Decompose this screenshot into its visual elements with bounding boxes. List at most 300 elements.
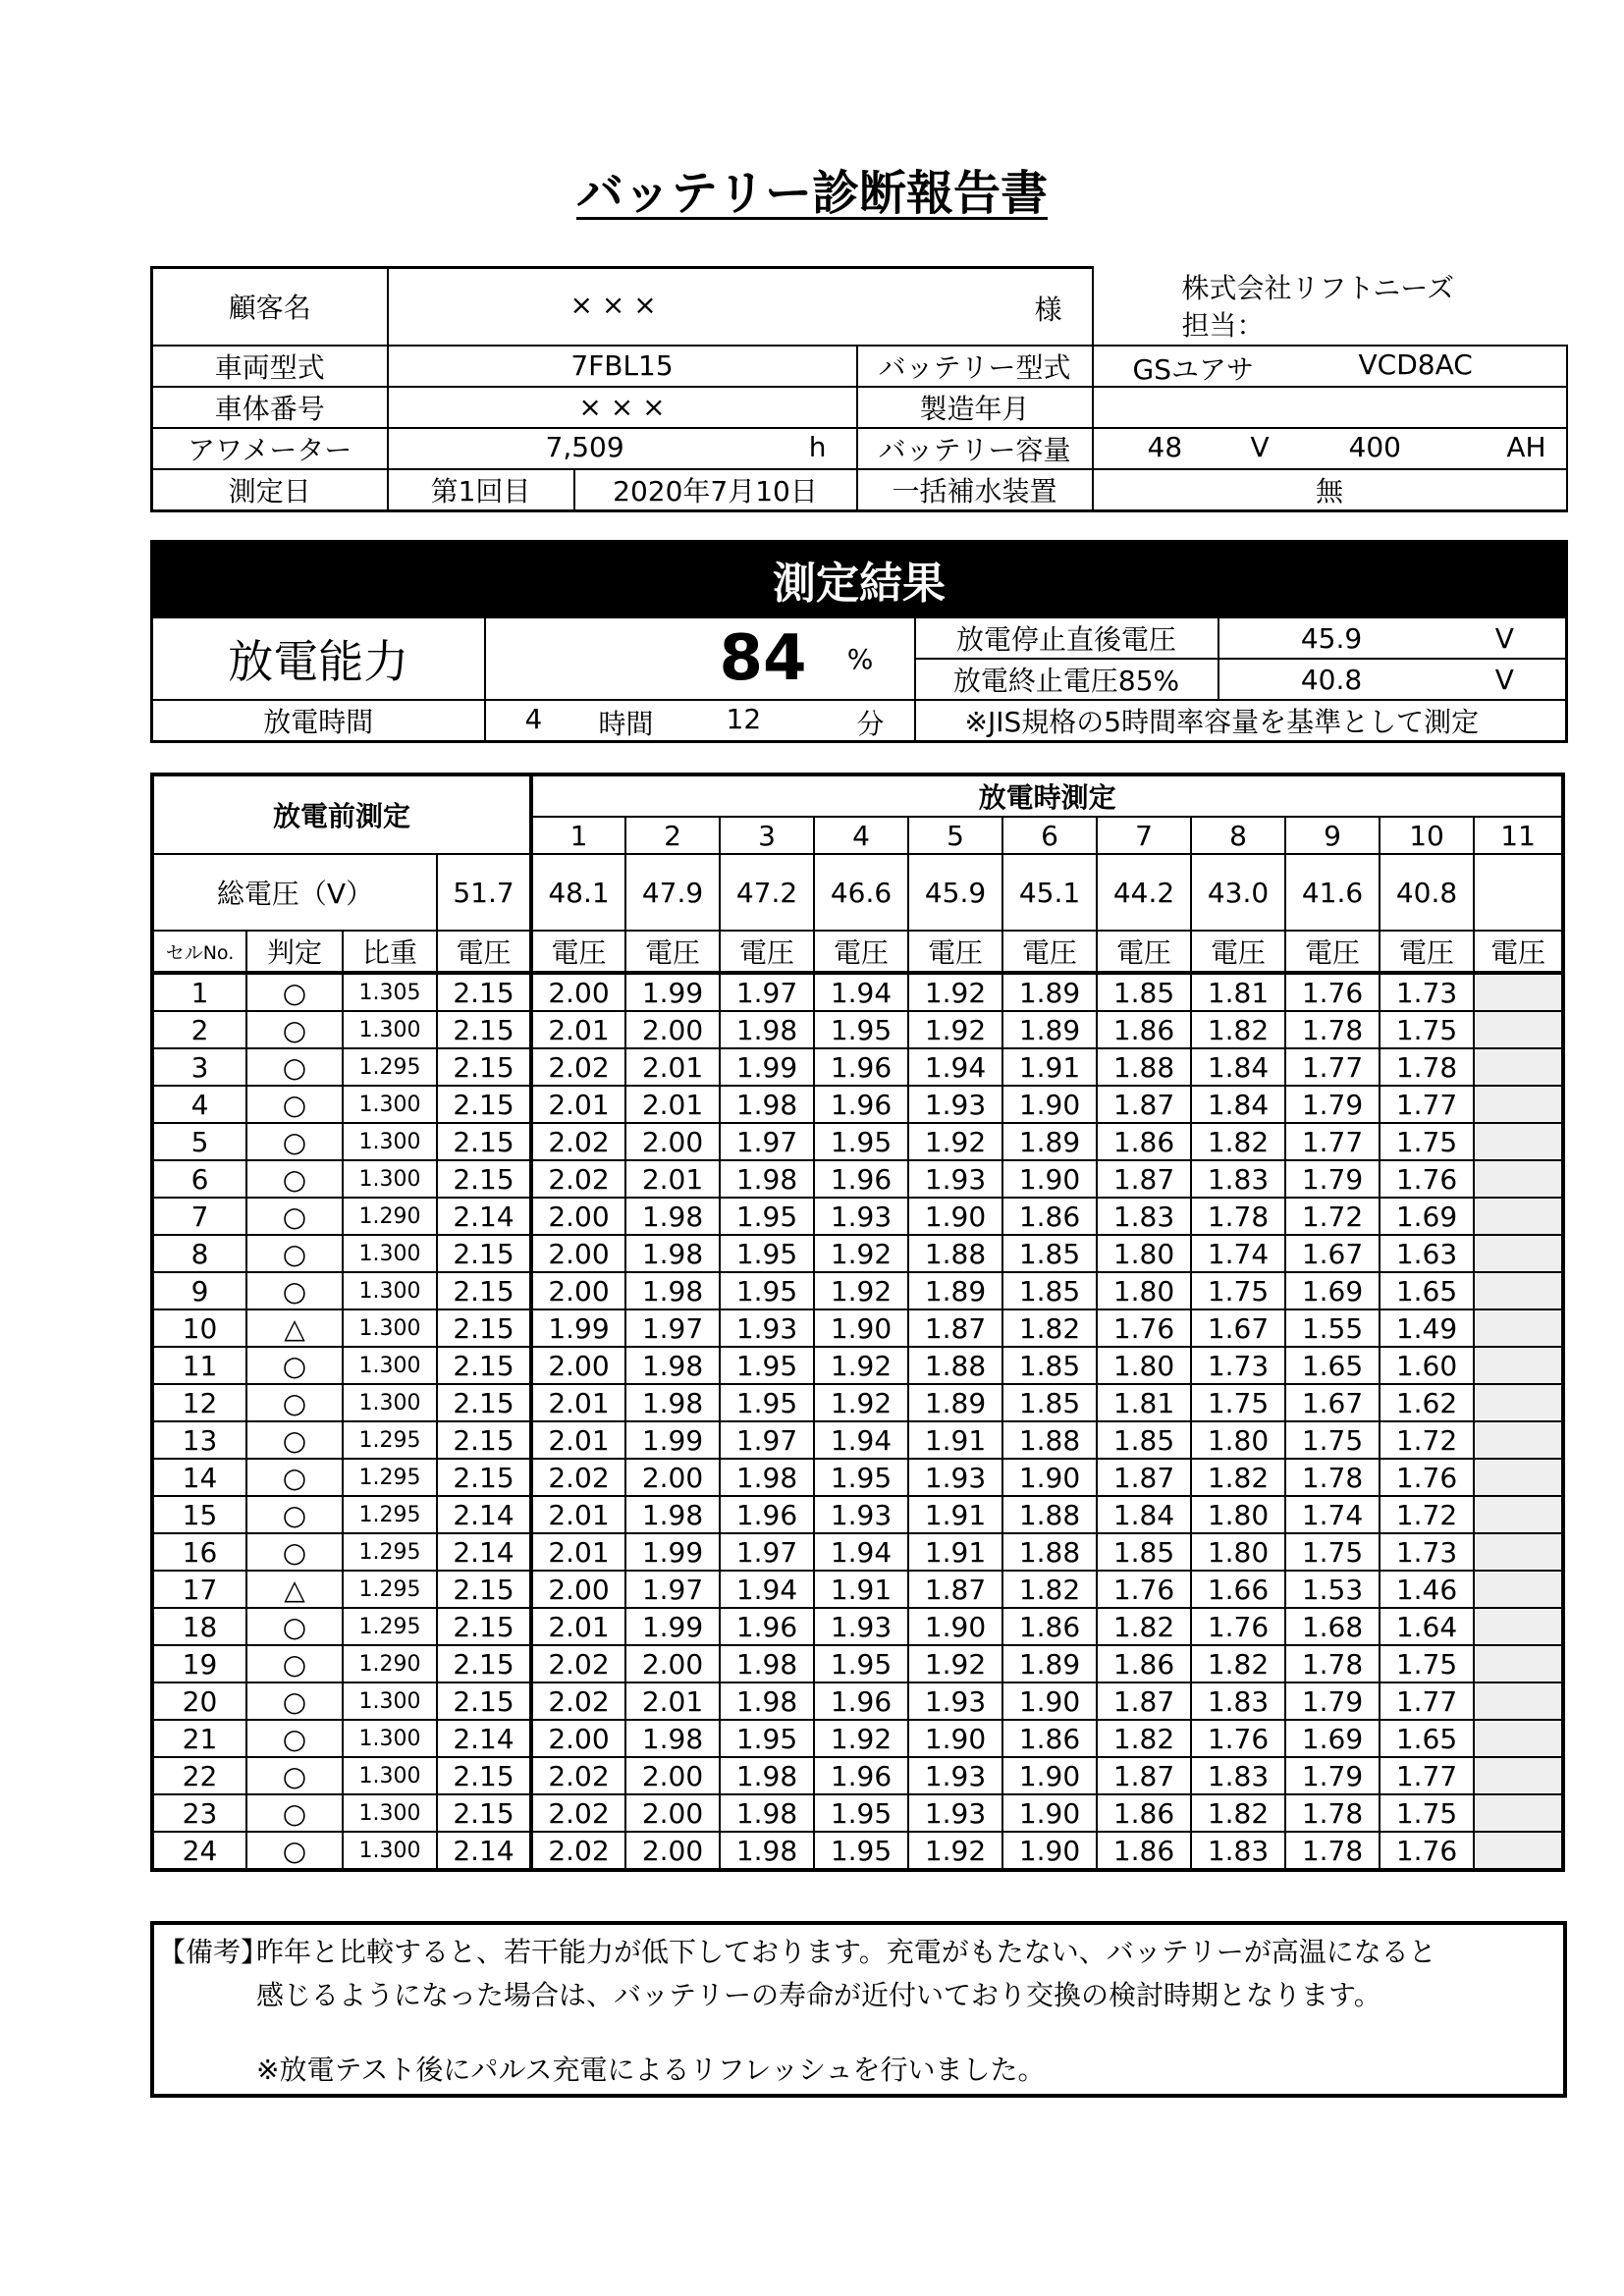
judgement: ○ <box>246 1347 343 1384</box>
pre-voltage: 2.15 <box>437 1757 531 1794</box>
cell-number: 3 <box>152 1048 246 1086</box>
remarks-line-1: 昨年と比較すると、若干能力が低下しております。充電がもたない、バッテリーが高温になると <box>256 1936 1436 1968</box>
step-voltage: 1.87 <box>1097 1160 1191 1198</box>
step-voltage: 1.90 <box>1002 1086 1097 1123</box>
step-voltage: 1.75 <box>1285 1421 1380 1459</box>
step-voltage: 1.99 <box>531 1309 625 1347</box>
step-voltage <box>1474 973 1563 1011</box>
step-voltage: 1.97 <box>720 1421 814 1459</box>
step-voltage <box>1474 1608 1563 1645</box>
cell-number: 2 <box>152 1011 246 1048</box>
cell-number: 17 <box>152 1571 246 1608</box>
step-voltage: 1.81 <box>1191 973 1285 1011</box>
step-voltage: 2.01 <box>531 1533 625 1571</box>
cell-row <box>152 1608 1563 1645</box>
step-voltage: 1.79 <box>1285 1160 1380 1198</box>
step-voltage: 1.85 <box>1097 1421 1191 1459</box>
step-voltage: 1.93 <box>814 1198 908 1235</box>
step-voltage: 2.02 <box>531 1048 625 1086</box>
step-voltage: 1.46 <box>1380 1571 1474 1608</box>
cell-number: 23 <box>152 1794 246 1832</box>
pre-voltage: 2.15 <box>437 1682 531 1720</box>
step-voltage: 1.75 <box>1380 1011 1474 1048</box>
pre-voltage: 2.15 <box>437 1459 531 1496</box>
step-voltage: 2.02 <box>531 1123 625 1160</box>
remarks-label: 【備考】 <box>158 1936 269 1968</box>
specific-gravity: 1.290 <box>343 1198 437 1235</box>
step-voltage: 1.76 <box>1097 1571 1191 1608</box>
hour-cell <box>388 428 857 469</box>
step-voltage <box>1474 1086 1563 1123</box>
cell-row <box>152 1235 1563 1272</box>
pre-voltage: 2.15 <box>437 1571 531 1608</box>
battery-model-cell <box>1093 346 1567 387</box>
step-voltage: 1.92 <box>908 1645 1002 1682</box>
judgement: ○ <box>246 1272 343 1309</box>
pre-voltage: 2.15 <box>437 1272 531 1309</box>
cell-row <box>152 1720 1563 1757</box>
total-voltage: 44.2 <box>1097 854 1191 931</box>
cell-number: 21 <box>152 1720 246 1757</box>
specific-gravity: 1.300 <box>343 1011 437 1048</box>
step-voltage: 1.88 <box>1002 1421 1097 1459</box>
step-voltage: 1.98 <box>625 1347 720 1384</box>
step-voltage: 2.02 <box>531 1832 625 1870</box>
mfg-value <box>1093 387 1567 428</box>
specific-gravity: 1.305 <box>343 973 437 1011</box>
judgement: ○ <box>246 1682 343 1720</box>
step-voltage: 1.98 <box>720 1682 814 1720</box>
step-voltage: 1.93 <box>814 1496 908 1533</box>
step-voltage: 1.96 <box>814 1048 908 1086</box>
step-voltage: 2.01 <box>531 1421 625 1459</box>
step-voltage: 1.73 <box>1380 973 1474 1011</box>
step-voltage: 1.91 <box>908 1496 1002 1533</box>
step-voltage <box>1474 1160 1563 1198</box>
step-voltage: 1.88 <box>1002 1533 1097 1571</box>
col-voltage: 電圧 <box>1380 931 1474 973</box>
step-voltage <box>1474 1198 1563 1235</box>
step-voltage: 1.78 <box>1285 1832 1380 1870</box>
step-voltage: 2.01 <box>531 1384 625 1421</box>
step-voltage: 1.90 <box>1002 1682 1097 1720</box>
date-label: 測定日 <box>152 469 388 511</box>
step-voltage: 1.80 <box>1191 1496 1285 1533</box>
total-voltage: 46.6 <box>814 854 908 931</box>
step-voltage: 1.86 <box>1002 1608 1097 1645</box>
capacity-unit: % <box>807 617 915 701</box>
specific-gravity: 1.295 <box>343 1571 437 1608</box>
step-voltage: 1.80 <box>1097 1235 1191 1272</box>
hours-value: 4 <box>524 703 543 735</box>
step-voltage: 2.01 <box>625 1682 720 1720</box>
step-voltage: 1.92 <box>908 973 1002 1011</box>
col-voltage: 電圧 <box>1285 931 1380 973</box>
step-voltage: 1.89 <box>1002 973 1097 1011</box>
step-voltage: 1.92 <box>908 1123 1002 1160</box>
step-number: 6 <box>1002 817 1097 854</box>
step-voltage: 1.92 <box>814 1272 908 1309</box>
cell-number: 18 <box>152 1608 246 1645</box>
company-name: 株式会社リフトニーズ <box>1181 271 1455 304</box>
step-voltage: 1.99 <box>625 973 720 1011</box>
pre-voltage: 2.15 <box>437 1421 531 1459</box>
step-voltage: 1.75 <box>1380 1123 1474 1160</box>
step-voltage: 1.65 <box>1380 1720 1474 1757</box>
step-voltage: 2.00 <box>625 1459 720 1496</box>
step-voltage: 1.80 <box>1191 1533 1285 1571</box>
step-voltage: 1.92 <box>908 1011 1002 1048</box>
model-value: 7FBL15 <box>388 346 857 387</box>
step-voltage: 1.89 <box>1002 1011 1097 1048</box>
step-voltage: 1.90 <box>1002 1832 1097 1870</box>
step-voltage: 2.00 <box>531 1198 625 1235</box>
step-voltage: 2.00 <box>531 1272 625 1309</box>
step-voltage: 1.83 <box>1097 1198 1191 1235</box>
step-voltage: 1.98 <box>720 1459 814 1496</box>
step-voltage <box>1474 1347 1563 1384</box>
step-voltage: 1.76 <box>1380 1160 1474 1198</box>
cell-row <box>152 1123 1563 1160</box>
step-voltage: 1.93 <box>908 1757 1002 1794</box>
total-voltage: 47.9 <box>625 854 720 931</box>
cell-row <box>152 973 1563 1011</box>
col-voltage: 電圧 <box>625 931 720 973</box>
step-number: 7 <box>1097 817 1191 854</box>
step-voltage: 1.73 <box>1191 1347 1285 1384</box>
step-voltage: 2.00 <box>625 1645 720 1682</box>
step-voltage: 1.79 <box>1285 1086 1380 1123</box>
step-voltage: 1.97 <box>720 973 814 1011</box>
customer-label: 顧客名 <box>152 268 388 346</box>
specific-gravity: 1.300 <box>343 1309 437 1347</box>
result-band: 測定結果 <box>152 542 1567 617</box>
step-voltage: 2.01 <box>531 1011 625 1048</box>
hour-value: 7,509 <box>545 430 624 463</box>
stop-voltage-value: 45.9 <box>1218 617 1444 660</box>
step-voltage: 1.82 <box>1002 1309 1097 1347</box>
judgement: ○ <box>246 1832 343 1870</box>
time-label: 放電時間 <box>152 700 485 742</box>
step-voltage: 2.00 <box>531 1720 625 1757</box>
specific-gravity: 1.300 <box>343 1384 437 1421</box>
step-number: 8 <box>1191 817 1285 854</box>
step-voltage: 1.66 <box>1191 1571 1285 1608</box>
step-voltage: 1.76 <box>1191 1608 1285 1645</box>
col-voltage: 電圧 <box>1474 931 1563 973</box>
end-voltage-unit: V <box>1444 659 1567 700</box>
step-voltage: 1.76 <box>1380 1459 1474 1496</box>
step-voltage: 1.82 <box>1002 1571 1097 1608</box>
step-voltage: 1.65 <box>1380 1272 1474 1309</box>
judgement: ○ <box>246 1198 343 1235</box>
grid-section-row <box>152 774 1563 817</box>
col-voltage: 電圧 <box>1191 931 1285 973</box>
judgement: ○ <box>246 1533 343 1571</box>
step-voltage: 1.75 <box>1285 1533 1380 1571</box>
remarks-line-3: ※放電テスト後にパルス充電によるリフレッシュを行いました。 <box>256 2054 1046 2086</box>
judgement: △ <box>246 1309 343 1347</box>
mfg-label: 製造年月 <box>857 387 1093 428</box>
specific-gravity: 1.295 <box>343 1421 437 1459</box>
step-voltage: 1.99 <box>625 1533 720 1571</box>
step-voltage: 2.02 <box>531 1682 625 1720</box>
step-voltage: 2.00 <box>531 1347 625 1384</box>
capacity-ah: 400 <box>1348 430 1401 463</box>
step-voltage <box>1474 1459 1563 1496</box>
step-voltage: 1.91 <box>908 1421 1002 1459</box>
col-voltage: 電圧 <box>720 931 814 973</box>
step-voltage: 1.84 <box>1191 1086 1285 1123</box>
cell-row <box>152 1533 1563 1571</box>
step-voltage: 1.67 <box>1285 1235 1380 1272</box>
step-voltage: 1.85 <box>1097 1533 1191 1571</box>
step-voltage: 1.75 <box>1191 1272 1285 1309</box>
col-voltage: 電圧 <box>814 931 908 973</box>
step-voltage <box>1474 1757 1563 1794</box>
hour-label: アワメーター <box>152 428 388 469</box>
step-voltage: 2.01 <box>625 1048 720 1086</box>
judgement: ○ <box>246 1608 343 1645</box>
step-voltage: 2.02 <box>531 1645 625 1682</box>
step-voltage: 1.96 <box>814 1682 908 1720</box>
step-voltage: 1.95 <box>720 1198 814 1235</box>
step-voltage: 1.90 <box>1002 1794 1097 1832</box>
cell-number: 14 <box>152 1459 246 1496</box>
step-voltage: 1.94 <box>814 1533 908 1571</box>
cell-number: 16 <box>152 1533 246 1571</box>
capacity-label: バッテリー容量 <box>857 428 1093 469</box>
header-table <box>150 266 1568 512</box>
judgement: ○ <box>246 1459 343 1496</box>
hour-unit: h <box>808 430 827 463</box>
step-voltage: 1.63 <box>1380 1235 1474 1272</box>
pre-voltage: 2.15 <box>437 1160 531 1198</box>
total-voltage: 45.9 <box>908 854 1002 931</box>
cell-number: 5 <box>152 1123 246 1160</box>
step-voltage: 1.86 <box>1097 1794 1191 1832</box>
step-voltage: 1.82 <box>1097 1720 1191 1757</box>
specific-gravity: 1.300 <box>343 1272 437 1309</box>
step-voltage: 1.95 <box>720 1347 814 1384</box>
step-number: 1 <box>531 817 625 854</box>
judgement: ○ <box>246 1086 343 1123</box>
step-voltage: 1.94 <box>814 1421 908 1459</box>
step-voltage: 1.99 <box>625 1421 720 1459</box>
step-voltage: 1.98 <box>720 1160 814 1198</box>
judgement: ○ <box>246 1123 343 1160</box>
step-voltage <box>1474 1421 1563 1459</box>
step-voltage: 1.88 <box>908 1235 1002 1272</box>
step-voltage: 1.93 <box>908 1160 1002 1198</box>
step-voltage: 1.87 <box>1097 1757 1191 1794</box>
cell-number: 15 <box>152 1496 246 1533</box>
specific-gravity: 1.290 <box>343 1645 437 1682</box>
cell-row <box>152 1272 1563 1309</box>
step-voltage: 1.74 <box>1285 1496 1380 1533</box>
step-voltage: 1.86 <box>1097 1123 1191 1160</box>
judgement: ○ <box>246 1160 343 1198</box>
col-voltage: 電圧 <box>908 931 1002 973</box>
step-voltage: 1.82 <box>1191 1123 1285 1160</box>
step-voltage: 1.93 <box>908 1459 1002 1496</box>
step-voltage: 1.95 <box>814 1011 908 1048</box>
step-voltage: 1.95 <box>720 1235 814 1272</box>
step-voltage: 1.55 <box>1285 1309 1380 1347</box>
step-voltage: 1.74 <box>1191 1235 1285 1272</box>
specific-gravity: 1.295 <box>343 1459 437 1496</box>
cell-number: 9 <box>152 1272 246 1309</box>
step-voltage: 1.98 <box>720 1645 814 1682</box>
pre-voltage: 2.15 <box>437 1384 531 1421</box>
step-voltage: 1.76 <box>1097 1309 1191 1347</box>
step-voltage: 1.86 <box>1097 1011 1191 1048</box>
pre-voltage: 2.14 <box>437 1832 531 1870</box>
step-voltage: 1.81 <box>1097 1384 1191 1421</box>
step-voltage: 1.82 <box>1097 1608 1191 1645</box>
step-voltage: 1.88 <box>908 1347 1002 1384</box>
step-voltage <box>1474 1384 1563 1421</box>
step-voltage: 1.78 <box>1285 1645 1380 1682</box>
col-judge: 判定 <box>246 931 343 973</box>
pre-voltage: 2.15 <box>437 1309 531 1347</box>
step-voltage: 1.83 <box>1191 1682 1285 1720</box>
pre-voltage: 2.15 <box>437 1011 531 1048</box>
step-voltage: 1.85 <box>1002 1347 1097 1384</box>
step-voltage: 1.84 <box>1097 1496 1191 1533</box>
step-voltage: 1.90 <box>814 1309 908 1347</box>
step-voltage: 1.75 <box>1380 1794 1474 1832</box>
step-voltage: 1.49 <box>1380 1309 1474 1347</box>
step-voltage: 2.01 <box>625 1160 720 1198</box>
step-voltage: 1.79 <box>1285 1682 1380 1720</box>
step-voltage <box>1474 1794 1563 1832</box>
step-voltage: 1.94 <box>908 1048 1002 1086</box>
cell-row <box>152 1347 1563 1384</box>
step-voltage: 1.79 <box>1285 1757 1380 1794</box>
step-voltage: 1.83 <box>1191 1832 1285 1870</box>
step-voltage: 1.67 <box>1191 1309 1285 1347</box>
step-voltage: 1.93 <box>908 1794 1002 1832</box>
grid-column-row <box>152 931 1563 973</box>
step-voltage: 1.89 <box>1002 1645 1097 1682</box>
step-voltage: 1.96 <box>720 1496 814 1533</box>
step-voltage: 1.78 <box>1285 1459 1380 1496</box>
step-voltage: 1.78 <box>1285 1011 1380 1048</box>
step-voltage: 1.92 <box>814 1384 908 1421</box>
step-voltage: 1.76 <box>1191 1720 1285 1757</box>
step-voltage: 2.00 <box>625 1123 720 1160</box>
step-voltage: 1.64 <box>1380 1608 1474 1645</box>
step-voltage: 1.77 <box>1380 1757 1474 1794</box>
specific-gravity: 1.300 <box>343 1757 437 1794</box>
step-voltage: 1.78 <box>1191 1198 1285 1235</box>
step-voltage: 1.98 <box>625 1198 720 1235</box>
cell-row <box>152 1086 1563 1123</box>
step-voltage: 2.00 <box>531 1235 625 1272</box>
step-voltage: 1.77 <box>1285 1048 1380 1086</box>
step-voltage: 1.96 <box>814 1160 908 1198</box>
cell-row <box>152 1198 1563 1235</box>
step-voltage: 1.95 <box>814 1794 908 1832</box>
date-value: 2020年7月10日 <box>574 469 857 511</box>
step-voltage: 1.95 <box>814 1123 908 1160</box>
step-voltage: 2.01 <box>531 1608 625 1645</box>
step-voltage: 2.00 <box>625 1011 720 1048</box>
customer-value: × × × <box>569 289 657 321</box>
specific-gravity: 1.300 <box>343 1160 437 1198</box>
step-voltage <box>1474 1272 1563 1309</box>
step-voltage: 2.00 <box>531 973 625 1011</box>
pre-voltage: 2.15 <box>437 1123 531 1160</box>
judgement: ○ <box>246 1720 343 1757</box>
pre-measure-heading: 放電前測定 <box>152 774 531 854</box>
step-number: 11 <box>1474 817 1563 854</box>
step-voltage: 1.87 <box>908 1571 1002 1608</box>
cell-row <box>152 1011 1563 1048</box>
step-voltage: 1.82 <box>1191 1794 1285 1832</box>
total-voltage: 45.1 <box>1002 854 1097 931</box>
step-voltage <box>1474 1011 1563 1048</box>
step-voltage: 1.92 <box>814 1235 908 1272</box>
step-voltage: 1.80 <box>1097 1272 1191 1309</box>
step-voltage: 1.90 <box>908 1608 1002 1645</box>
step-voltage: 1.97 <box>625 1309 720 1347</box>
minutes-unit: 分 <box>856 708 885 740</box>
cell-number: 24 <box>152 1832 246 1870</box>
step-voltage <box>1474 1123 1563 1160</box>
step-voltage: 1.72 <box>1380 1421 1474 1459</box>
step-voltage: 1.85 <box>1002 1235 1097 1272</box>
judgement: ○ <box>246 1011 343 1048</box>
step-voltage: 1.72 <box>1380 1496 1474 1533</box>
step-voltage: 1.86 <box>1002 1720 1097 1757</box>
judgement: ○ <box>246 973 343 1011</box>
specific-gravity: 1.295 <box>343 1048 437 1086</box>
step-voltage: 1.95 <box>814 1832 908 1870</box>
cell-number: 12 <box>152 1384 246 1421</box>
pre-voltage: 2.15 <box>437 1086 531 1123</box>
stop-voltage-unit: V <box>1444 617 1567 660</box>
battery-model-label: バッテリー型式 <box>857 346 1093 387</box>
step-voltage: 2.02 <box>531 1794 625 1832</box>
step-voltage: 1.87 <box>908 1309 1002 1347</box>
total-voltage-label: 総電圧（V） <box>152 854 437 931</box>
jis-note: ※JIS規格の5時間率容量を基準として測定 <box>915 700 1567 742</box>
col-voltage: 電圧 <box>1097 931 1191 973</box>
capacity-ah-unit: AH <box>1506 430 1546 463</box>
step-voltage <box>1474 1496 1563 1533</box>
step-voltage: 1.77 <box>1380 1682 1474 1720</box>
col-voltage-pre: 電圧 <box>437 931 531 973</box>
step-voltage: 2.00 <box>625 1794 720 1832</box>
pre-voltage: 2.15 <box>437 1347 531 1384</box>
specific-gravity: 1.300 <box>343 1347 437 1384</box>
step-voltage: 1.98 <box>720 1757 814 1794</box>
step-voltage: 1.68 <box>1285 1608 1380 1645</box>
step-voltage: 1.89 <box>1002 1123 1097 1160</box>
refill-label: 一括補水装置 <box>857 469 1093 511</box>
serial-label: 車体番号 <box>152 387 388 428</box>
cell-row <box>152 1645 1563 1682</box>
step-voltage: 1.69 <box>1285 1272 1380 1309</box>
step-number: 3 <box>720 817 814 854</box>
step-voltage: 1.77 <box>1380 1086 1474 1123</box>
specific-gravity: 1.295 <box>343 1496 437 1533</box>
cell-row <box>152 1459 1563 1496</box>
pre-voltage: 2.15 <box>437 1608 531 1645</box>
step-voltage: 1.93 <box>908 1682 1002 1720</box>
